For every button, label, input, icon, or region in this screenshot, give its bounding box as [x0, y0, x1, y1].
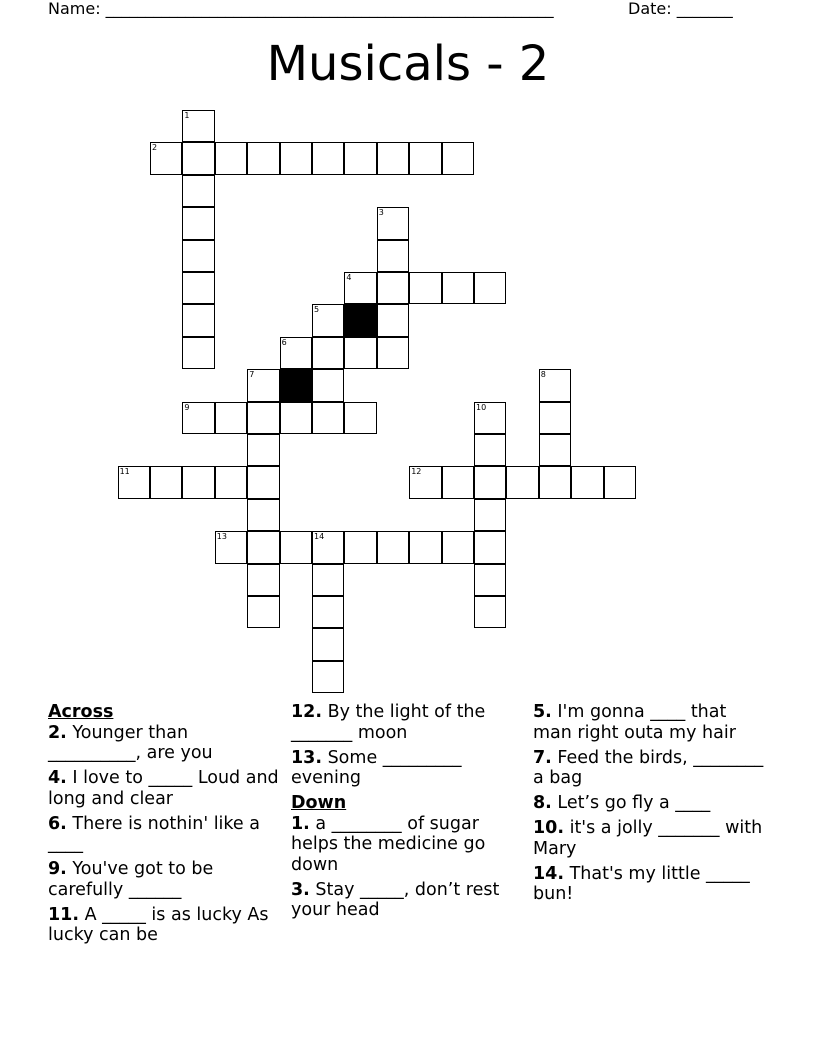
grid-cell[interactable] [247, 402, 279, 434]
grid-cell[interactable] [442, 531, 474, 563]
clue-number: 1 [184, 111, 190, 120]
grid-cell[interactable] [377, 240, 409, 272]
page-title: Musicals - 2 [266, 36, 550, 92]
grid-cell[interactable] [377, 337, 409, 369]
clue-number: 3 [378, 208, 384, 218]
clue-number: 12. [291, 702, 323, 722]
clue [291, 748, 523, 789]
grid-cell[interactable] [280, 531, 312, 563]
grid-cell[interactable] [182, 207, 214, 239]
grid-cell[interactable] [377, 531, 409, 563]
clue [48, 814, 280, 855]
clue [48, 768, 280, 809]
grid-cell[interactable] [280, 142, 312, 174]
clue-number: 10 [476, 402, 487, 412]
clue-number: 11 [119, 467, 130, 477]
clue-number: 6 [281, 337, 287, 347]
clue-text: Let’s go fly a ____ [551, 793, 711, 813]
grid-cell[interactable] [474, 596, 506, 628]
grid-cell[interactable] [442, 272, 474, 304]
grid-cell[interactable] [409, 272, 441, 304]
grid-cell[interactable] [409, 142, 441, 174]
clue-text: There is nothin' like a ____ [48, 813, 260, 854]
grid-cell-12[interactable] [409, 466, 441, 498]
clue-text: That's my little _____ bun! [533, 863, 750, 904]
clue-number: 13. [291, 747, 323, 768]
clue-text: You've got to be carefully ______ [48, 859, 214, 900]
grid-cell[interactable] [215, 466, 247, 498]
grid-cell[interactable] [280, 402, 312, 434]
grid-cell-8[interactable] [539, 369, 571, 401]
across-heading: Across [48, 702, 114, 722]
clue-text: Feed the birds, ________ a bag [533, 747, 764, 788]
clue-number: 5. [533, 702, 552, 722]
grid-cell[interactable] [474, 272, 506, 304]
grid-cell[interactable] [539, 434, 571, 466]
grid-cell[interactable] [182, 337, 214, 369]
grid-cell-5[interactable] [312, 304, 344, 336]
grid-cell[interactable] [247, 596, 279, 628]
grid-cell-2[interactable] [150, 142, 182, 174]
clues-column-1 [48, 702, 280, 950]
grid-cell[interactable] [247, 499, 279, 531]
clue-number: 9. [48, 859, 67, 879]
grid-cell[interactable] [247, 564, 279, 596]
clue [291, 702, 523, 743]
grid-cell[interactable] [377, 272, 409, 304]
clue-number: 7. [533, 747, 552, 768]
clue [533, 793, 765, 814]
grid-cell-11[interactable] [118, 466, 150, 498]
name-field-label: Name: ________________________________________________________ [48, 0, 554, 18]
grid-cell[interactable] [571, 466, 603, 498]
clue-number: 7 [249, 370, 255, 380]
grid-cell[interactable] [247, 142, 279, 174]
grid-cell[interactable] [182, 175, 214, 207]
grid-cell[interactable] [344, 142, 376, 174]
grid-cell[interactable] [182, 466, 214, 498]
grid-cell[interactable] [539, 402, 571, 434]
clue-number: 4 [346, 273, 352, 282]
clue [291, 880, 523, 921]
grid-cell-10[interactable] [474, 402, 506, 434]
grid-cell-3[interactable] [377, 207, 409, 239]
grid-cell[interactable] [247, 531, 279, 563]
clue-text: A _____ is as lucky As lucky can be [48, 904, 269, 945]
clue [533, 864, 765, 905]
grid-cell[interactable] [474, 564, 506, 596]
clue-number: 3. [291, 879, 310, 900]
grid-cell[interactable] [442, 142, 474, 174]
down-clue-list-continued [533, 702, 765, 905]
grid-cell[interactable] [215, 142, 247, 174]
black-square [280, 369, 312, 401]
clue-text: a ________ of sugar helps the medicine go down [291, 813, 486, 875]
grid-cell[interactable] [312, 596, 344, 628]
clue [533, 818, 765, 859]
black-square [344, 304, 376, 336]
clue-text: Younger than __________, are you [48, 722, 213, 763]
grid-cell-14[interactable] [312, 531, 344, 563]
grid-cell[interactable] [474, 531, 506, 563]
grid-cell[interactable] [506, 466, 538, 498]
clues-column-2 [291, 702, 523, 925]
grid-cell[interactable] [344, 337, 376, 369]
grid-cell[interactable] [344, 531, 376, 563]
grid-cell[interactable] [442, 466, 474, 498]
clue-number: 4. [48, 768, 67, 788]
grid-cell[interactable] [182, 240, 214, 272]
clue-text: Stay _____, don’t rest your head [291, 879, 500, 920]
grid-cell[interactable] [377, 142, 409, 174]
clue-number: 2. [48, 722, 67, 743]
clues-column-3 [533, 702, 765, 909]
clue-number: 6. [48, 813, 67, 834]
grid-cell[interactable] [312, 628, 344, 660]
grid-cell[interactable] [377, 304, 409, 336]
clue-number: 1. [291, 813, 310, 834]
clue-number: 5 [314, 305, 320, 315]
grid-cell[interactable] [604, 466, 636, 498]
clue-number: 14. [533, 863, 565, 884]
grid-cell[interactable] [312, 142, 344, 174]
clue-number: 2 [152, 143, 158, 153]
clue-number: 11. [48, 904, 80, 925]
grid-cell-6[interactable] [280, 337, 312, 369]
grid-cell[interactable] [182, 272, 214, 304]
clue-text: I love to _____ Loud and long and clear [48, 768, 279, 809]
grid-cell[interactable] [247, 434, 279, 466]
grid-cell[interactable] [312, 661, 344, 693]
across-clue-list [48, 723, 280, 946]
clue [48, 859, 280, 900]
clue-text: Some _________ evening [291, 747, 462, 788]
clue-text: I'm gonna ____ that man right outa my hair [533, 702, 736, 743]
date-field-label: Date: _______ [628, 0, 733, 18]
across-clue-list-continued [291, 702, 523, 789]
clue-number: 10. [533, 818, 565, 838]
clue-number: 8. [533, 793, 552, 813]
grid-cell[interactable] [182, 304, 214, 336]
grid-cell[interactable] [150, 466, 182, 498]
clue [48, 905, 280, 946]
clue-number: 12 [411, 467, 422, 477]
grid-cell-13[interactable] [215, 531, 247, 563]
grid-cell[interactable] [182, 142, 214, 174]
clue-number: 13 [216, 532, 227, 542]
grid-cell[interactable] [312, 402, 344, 434]
clue [291, 814, 523, 876]
grid-cell-1[interactable] [182, 110, 214, 142]
grid-cell-9[interactable] [182, 402, 214, 434]
grid-cell[interactable] [247, 466, 279, 498]
down-clue-list [291, 814, 523, 921]
grid-cell[interactable] [539, 466, 571, 498]
grid-cell[interactable] [312, 564, 344, 596]
down-heading: Down [291, 793, 347, 813]
grid-cell[interactable] [474, 499, 506, 531]
grid-cell[interactable] [409, 531, 441, 563]
clue-text: it's a jolly _______ with Mary [533, 818, 763, 859]
clue [533, 702, 765, 743]
grid-cell[interactable] [474, 434, 506, 466]
grid-cell[interactable] [474, 466, 506, 498]
grid-cell[interactable] [312, 337, 344, 369]
clue-number: 8 [540, 370, 546, 380]
grid-cell-7[interactable] [247, 369, 279, 401]
clue [48, 723, 280, 764]
grid-cell[interactable] [344, 402, 376, 434]
clue [533, 748, 765, 789]
grid-cell[interactable] [312, 369, 344, 401]
clue-text: By the light of the _______ moon [291, 702, 486, 743]
grid-cell[interactable] [215, 402, 247, 434]
clue-number: 14 [314, 532, 325, 542]
grid-cell-4[interactable] [344, 272, 376, 304]
clue-number: 9 [184, 402, 190, 412]
